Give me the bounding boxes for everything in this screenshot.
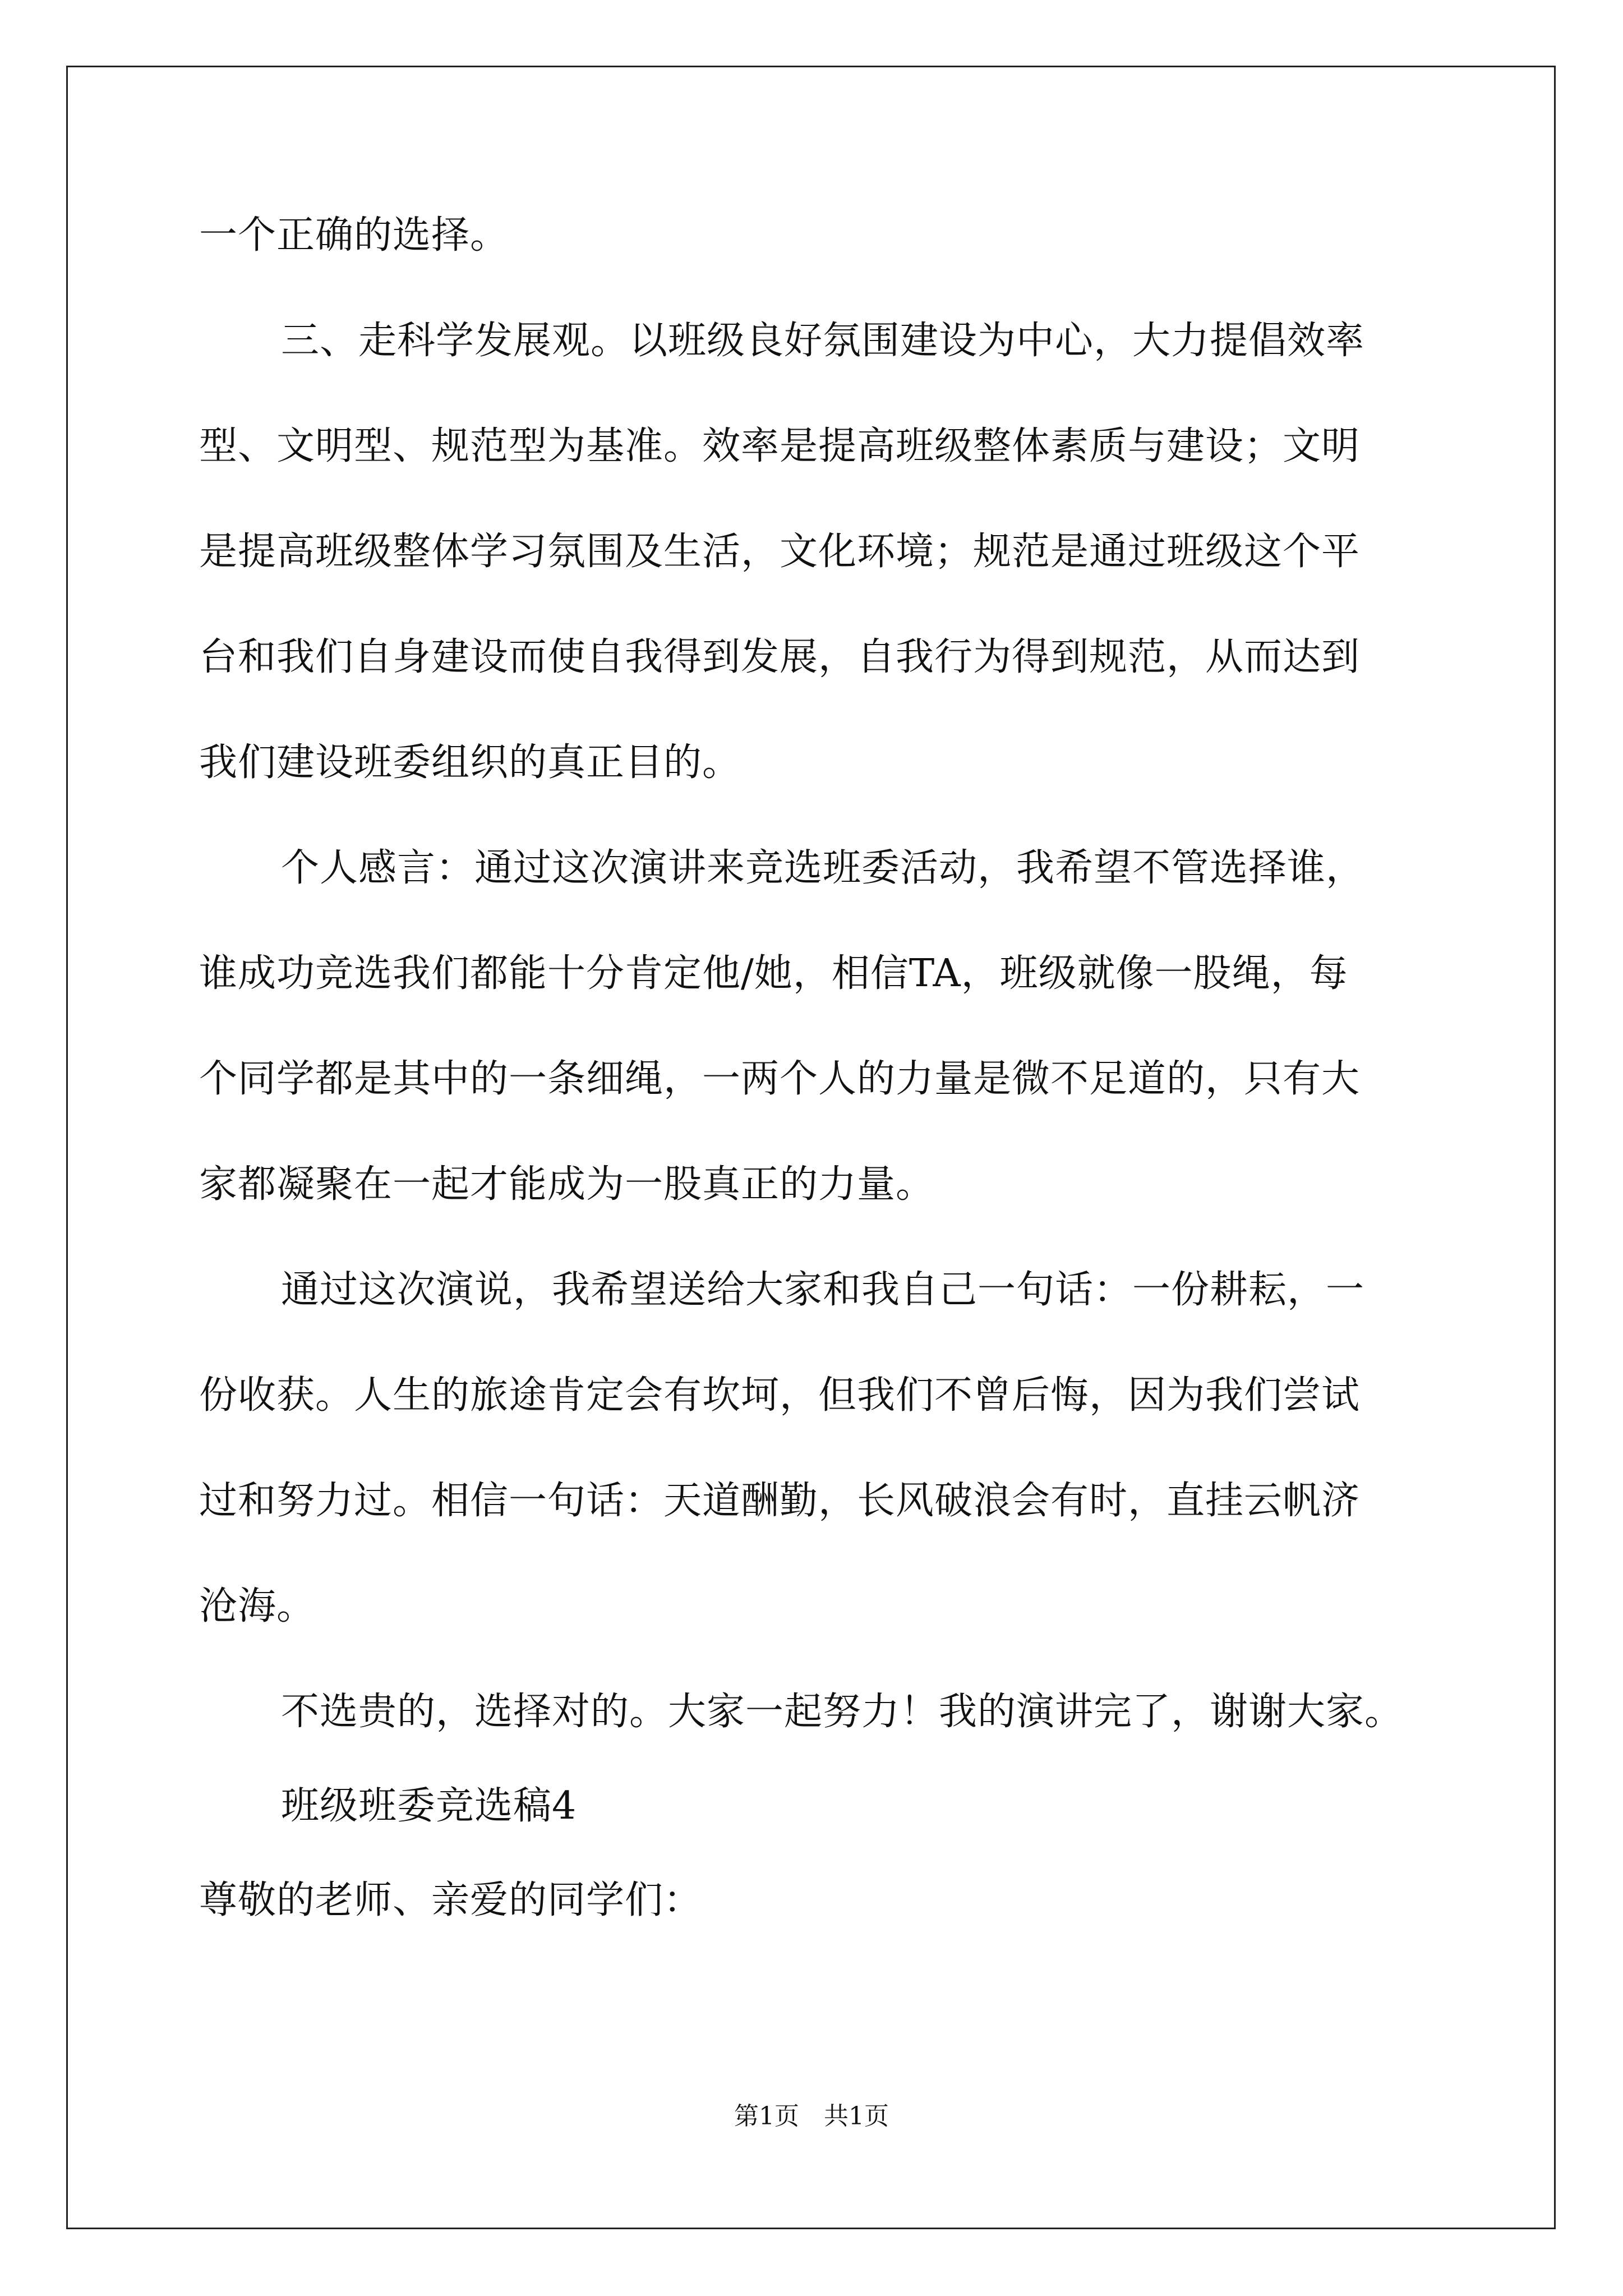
paragraph-line: 家都凝聚在一起才能成为一股真正的力量。 — [199, 1162, 935, 1207]
paragraph-line: 沧海。 — [199, 1584, 316, 1628]
paragraph-line: 通过这次演说，我希望送给大家和我自己一句话：一份耕耘，一 — [281, 1268, 1365, 1312]
paragraph-line: 过和努力过。相信一句话：天道酬勤，长风破浪会有时，直挂云帆济 — [199, 1479, 1361, 1523]
paragraph-line: 谁成功竞选我们都能十分肯定他/她，相信TA，班级就像一股绳，每 — [199, 951, 1348, 996]
paragraph-line: 三、走科学发展观。以班级良好氛围建设为中心，大力提倡效率 — [281, 319, 1365, 363]
paragraph-line: 台和我们自身建设而使自我得到发展，自我行为得到规范，从而达到 — [199, 635, 1361, 679]
paragraph-line: 份收获。人生的旅途肯定会有坎坷，但我们不曾后悔，因为我们尝试 — [199, 1373, 1361, 1418]
paragraph-line: 一个正确的选择。 — [199, 213, 509, 257]
paragraph-line: 不选贵的，选择对的。大家一起努力！我的演讲完了，谢谢大家。 — [281, 1690, 1404, 1734]
paragraph-line: 个人感言：通过这次演讲来竞选班委活动，我希望不管选择谁， — [281, 846, 1365, 890]
page-footer: 第1页 共1页 — [734, 2102, 889, 2131]
paragraph-line: 个同学都是其中的一条细绳，一两个人的力量是微不足道的，只有大 — [199, 1057, 1361, 1101]
paragraph-line: 我们建设班委组织的真正目的。 — [199, 740, 741, 785]
paragraph-line: 是提高班级整体学习氛围及生活，文化环境；规范是通过班级这个平 — [199, 530, 1361, 574]
section-heading: 班级班委竞选稿4 — [281, 1784, 577, 1828]
paragraph-line: 型、文明型、规范型为基准。效率是提高班级整体素质与建设；文明 — [199, 424, 1361, 468]
salutation: 尊敬的老师、亲爱的同学们： — [199, 1878, 703, 1922]
